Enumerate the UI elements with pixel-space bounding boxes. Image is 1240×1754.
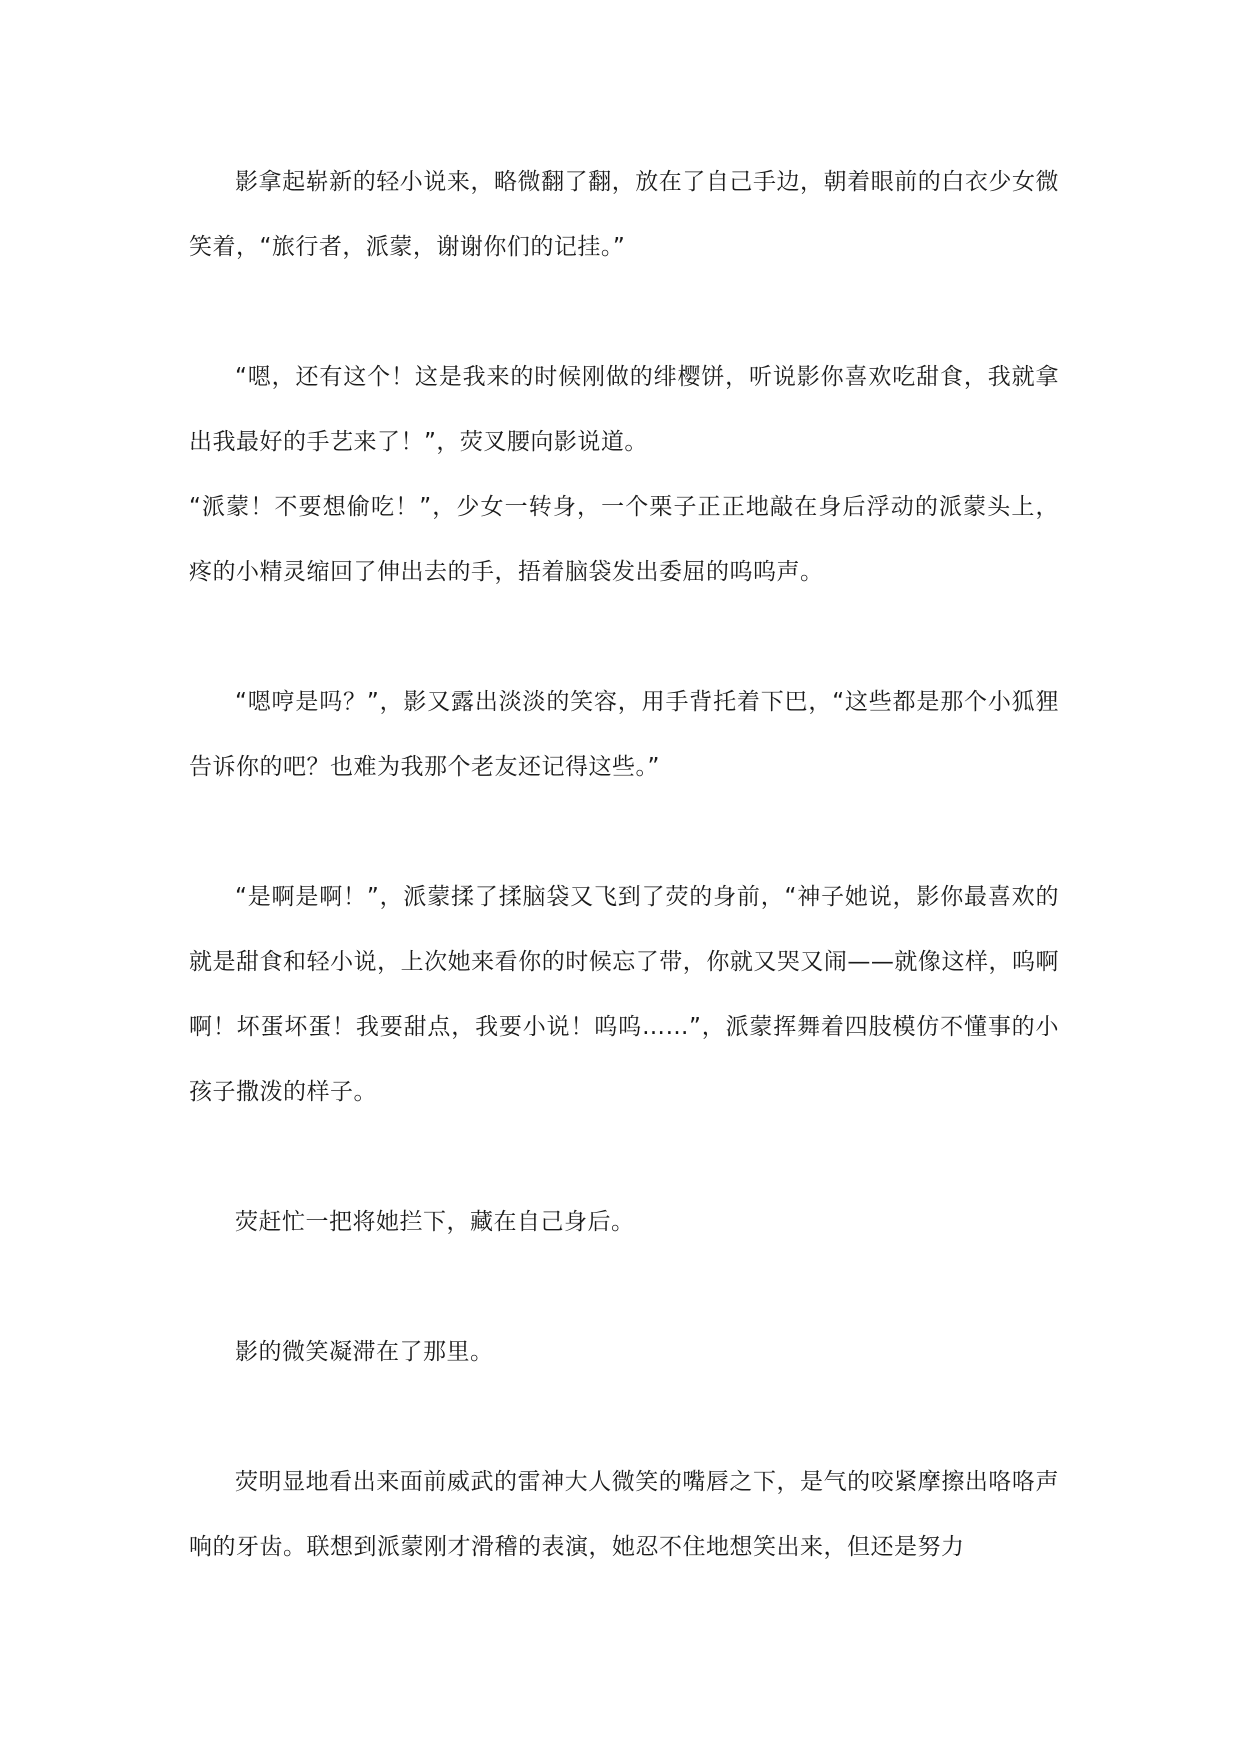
paragraph-2: “嗯，还有这个！这是我来的时候刚做的绯樱饼，听说影你喜欢吃甜食，我就拿出我最好的手艺来了！”，荧叉腰向影说道。 xyxy=(189,364,1059,455)
paragraph-5: “是啊是啊！”，派蒙揉了揉脑袋又飞到了荧的身前，“神子她说，影你最喜欢的就是甜食和轻小说，上次她来看你的时候忘了带，你就又哭又闹——就像这样，呜啊啊！坏蛋坏蛋！我要甜点，我要小说！呜呜……”，派蒙挥舞着四肢模仿不懂事的小孩子撒泼的样子。 xyxy=(189,884,1059,1105)
paragraph-6: 荧赶忙一把将她拦下，藏在自己身后。 xyxy=(235,1209,635,1235)
paragraph-8: 荧明显地看出来面前威武的雷神大人微笑的嘴唇之下，是气的咬紧摩擦出咯咯声响的牙齿。联想到派蒙刚才滑稽的表演，她忍不住地想笑出来，但还是努力 xyxy=(189,1469,1059,1560)
paragraph-1: 影拿起崭新的轻小说来，略微翻了翻，放在了自己手边，朝着眼前的白衣少女微笑着，“旅行者，派蒙，谢谢你们的记挂。” xyxy=(189,169,1059,260)
paragraph-gap xyxy=(189,800,1059,865)
paragraph-gap xyxy=(189,1255,1059,1320)
paragraph-gap xyxy=(189,1125,1059,1190)
paragraph-gap xyxy=(189,280,1059,345)
paragraph-4: “嗯哼是吗？”，影又露出淡淡的笑容，用手背托着下巴，“这些都是那个小狐狸告诉你的吧？也难为我那个老友还记得这些。” xyxy=(189,689,1059,780)
paragraph-gap xyxy=(189,1385,1059,1450)
paragraph-3: “派蒙！不要想偷吃！”，少女一转身，一个栗子正正地敲在身后浮动的派蒙头上，疼的小精灵缩回了伸出去的手，捂着脑袋发出委屈的呜呜声。 xyxy=(189,494,1059,585)
document-body xyxy=(189,150,1059,1580)
paragraph-gap xyxy=(189,605,1059,670)
paragraph-7: 影的微笑凝滞在了那里。 xyxy=(235,1339,494,1365)
